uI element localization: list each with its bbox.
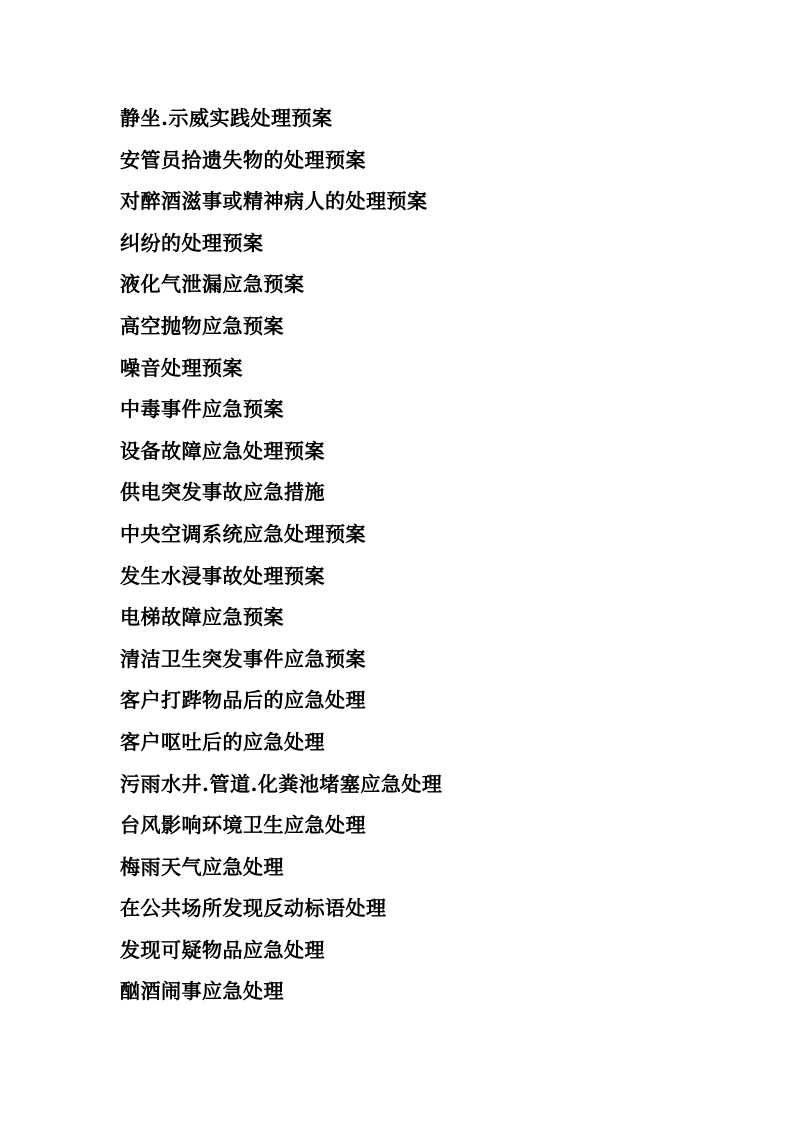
list-item: 发生水浸事故处理预案 xyxy=(120,563,325,588)
list-item: 对醉酒滋事或精神病人的处理预案 xyxy=(120,189,428,214)
list-item: 酗酒闹事应急处理 xyxy=(120,979,284,1004)
list-item: 污雨水井.管道.化粪池堵塞应急处理 xyxy=(120,771,443,796)
list-item: 发现可疑物品应急处理 xyxy=(120,937,325,962)
list-item: 电梯故障应急预案 xyxy=(120,605,284,630)
list-item: 液化气泄漏应急预案 xyxy=(120,272,305,297)
list-item: 中央空调系统应急处理预案 xyxy=(120,521,366,546)
list-item: 台风影响环境卫生应急处理 xyxy=(120,813,366,838)
list-item: 纠纷的处理预案 xyxy=(120,230,264,255)
list-item: 梅雨天气应急处理 xyxy=(120,854,284,879)
list-item: 在公共场所发现反动标语处理 xyxy=(120,896,387,921)
list-item: 供电突发事故应急措施 xyxy=(120,480,325,505)
list-item: 高空抛物应急预案 xyxy=(120,313,284,338)
list-item: 清洁卫生突发事件应急预案 xyxy=(120,646,366,671)
list-item: 安管员拾遗失物的处理预案 xyxy=(120,147,366,172)
list-item: 噪音处理预案 xyxy=(120,355,243,380)
list-item: 设备故障应急处理预案 xyxy=(120,438,325,463)
emergency-plan-list xyxy=(120,104,442,1019)
list-item: 客户呕吐后的应急处理 xyxy=(120,729,325,754)
list-item: 静坐.示威实践处理预案 xyxy=(120,106,333,130)
list-item: 客户打跸物品后的应急处理 xyxy=(120,688,366,713)
list-item: 中毒事件应急预案 xyxy=(120,397,284,422)
